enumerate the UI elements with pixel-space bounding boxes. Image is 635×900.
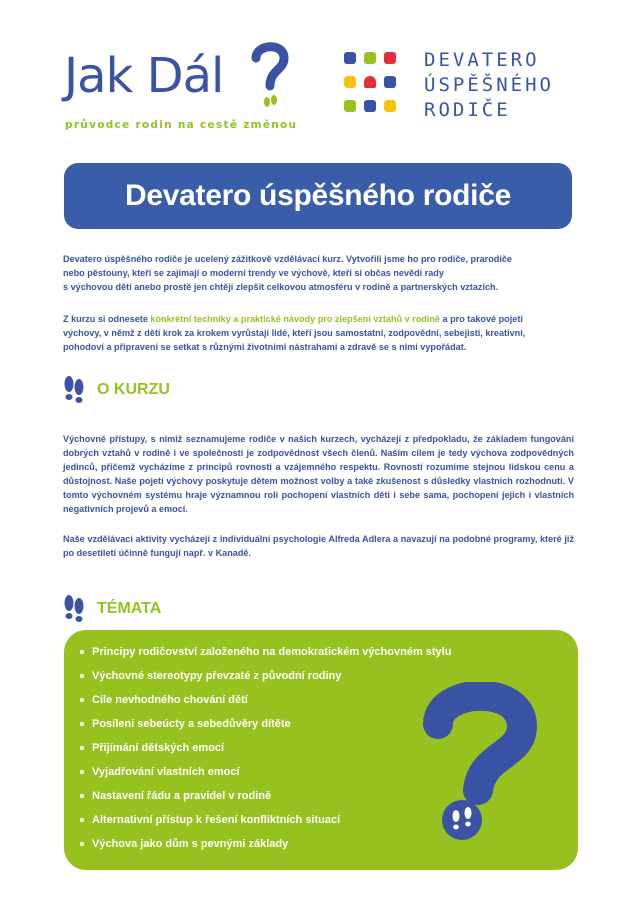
logo-dot [364, 52, 376, 64]
question-mark-icon [250, 40, 290, 110]
logo-dot [384, 52, 396, 64]
list-item: Přijímání dětských emocí [78, 736, 451, 760]
section-heading-label: TÉMATA [97, 600, 162, 617]
jak-dal-logo [64, 40, 298, 140]
course-paragraph-2: Naše vzdělávací aktivity vycházejí z individuální psychologie Alfreda Adlera a navazují na podobné programy, které již po desetiletí účinně fungují např. v Kanadě. [63, 534, 574, 558]
intro-line: Devatero úspěšného rodiče je ucelený zážitkově vzdělávací kurz. Vytvořili jsme ho pro rodiče, prarodiče [63, 254, 512, 264]
list-item: Vyjadřování vlastních emocí [78, 760, 451, 784]
intro-paragraph-1 [63, 252, 574, 294]
course-paragraph-1: Výchovné přístupy, s nimiž seznamujeme rodiče v našich kurzech, vycházejí z předpokladu, že základem fungování dobrých vztahů v rodině i ve společnosti je zodpovědnost všech členů. Naším cílem je tedy výchova zodpovědných jedinců, přičemž vycházíme z principů rovnosti a vzájemného respektu. Rovností rozumíme stejnou lidskou cenu a důstojnost. Naše pojetí výchovy poskytuje dětem možnost volby a také zkušenost s důsledky vlastních rozhodnutí. V tomto výchovném systému hraje významnou roli pochopení vlastních dětí i sebe sama, pochopení jejich i vlastních negativních projevů a emocí. [63, 434, 574, 514]
title-banner [64, 163, 572, 229]
list-item: Cíle nevhodného chování dětí [78, 688, 451, 712]
intro-text: Z kurzu si odnesete [63, 314, 151, 324]
devatero-logo [340, 48, 580, 128]
list-item: Principy rodičovství založeného na demokratickém výchovném stylu [78, 640, 451, 664]
section-heading-course [63, 373, 170, 407]
colored-dots-grid [340, 48, 420, 118]
footprints-icon [63, 375, 85, 405]
page-title: Devatero úspěšného rodiče [125, 179, 511, 212]
logo-line-3: RODIČE [424, 99, 511, 121]
topics-list [78, 640, 451, 856]
logo-line-2: ÚSPĚŠNÉHO [424, 74, 554, 96]
intro-line: s výchovou dětí anebo prostě jen chtějí zlepšit celkovou atmosféru v rodině a partnerských vztazích. [63, 282, 499, 292]
logo-dot [344, 52, 356, 64]
logo-dot [384, 100, 396, 112]
logo-dot [364, 100, 376, 112]
list-item: Výchovné stereotypy převzaté z původní rodiny [78, 664, 451, 688]
logo-brand-text: Jak Dál [64, 48, 224, 104]
intro-line: pohodoví a připravení se setkat s různými životními nástrahami a zdravě se s nimi vypořádat. [63, 342, 467, 352]
list-item: Posílení sebeúcty a sebedůvěry dítěte [78, 712, 451, 736]
logo-tagline: průvodce rodin na cestě změnou [65, 119, 298, 131]
logo-line-1: DEVATERO [424, 49, 540, 71]
logo-dot [344, 100, 356, 112]
intro-highlight: konkrétní techniky a praktické návody pro zlepšení vztahů v rodině [150, 314, 440, 324]
big-question-mark-icon [418, 682, 538, 852]
section-heading-label: O KURZU [97, 381, 170, 398]
intro-text: a pro takové pojetí [440, 314, 523, 324]
list-item: Výchova jako dům s pevnými základy [78, 832, 451, 856]
logo-right-text [424, 48, 554, 123]
list-item: Alternativní přístup k řešení konfliktních situací [78, 808, 451, 832]
intro-line: nebo pěstouny, kteří se zajímají o moderní trendy ve výchově, kteří si občas nevědí rady [63, 268, 444, 278]
section-heading-topics [63, 592, 161, 626]
intro-paragraph-2 [63, 312, 574, 354]
logo-dot [344, 76, 356, 88]
intro-line: výchovy, v němž z dětí krok za krokem vyrůstají lidé, kteří jsou samostatní, zodpovědní, sebejistí, kreativní, [63, 328, 526, 338]
footprints-icon [63, 594, 85, 624]
intro-line [63, 312, 574, 326]
heart-icon [364, 76, 376, 88]
logo-dot [384, 76, 396, 88]
list-item: Nastavení řádu a pravidel v rodině [78, 784, 451, 808]
